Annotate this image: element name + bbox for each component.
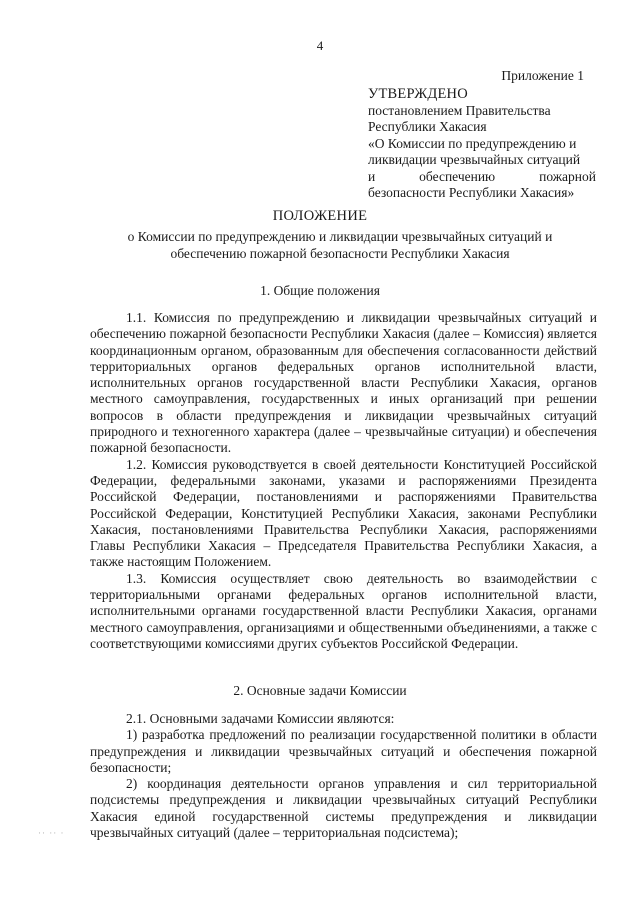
section-general-body — [90, 310, 597, 652]
document-subtitle — [90, 228, 590, 262]
approval-line: Республики Хакасия — [368, 119, 487, 134]
approval-heading: УТВЕРЖДЕНО — [368, 86, 468, 102]
approval-line: безопасности Республики Хакасия» — [368, 185, 575, 200]
paragraph: 1.1. Комиссия по предупреждению и ликвидации чрезвычайных ситуаций и обеспечению пожарной безопасности Республики Хакасия (далее – Комиссия) является координационным органом, образованным для обеспечения согласованности действий территориальных органов федеральных органов исполнительной власти, исполнительных органов государственной власти Республики Хакасия, органов местного самоуправления, государственных и иных организаций при решении вопросов в области предупреждения и ликвидации чрезвычайных ситуаций природного и техногенного характера (далее – чрезвычайные ситуации) и обеспечения пожарной безопасности. — [90, 310, 597, 456]
approval-block — [368, 86, 596, 202]
paragraph: 2) координация деятельности органов управления и сил территориальной подсистемы предупреждения и ликвидации чрезвычайных ситуаций Республики Хакасия единой государственной системы предупреждения и ликвидации чрезвычайных ситуаций (далее – территориальная подсистема); — [90, 776, 597, 841]
paragraph: 1) разработка предложений по реализации государственной политики в области предупреждения и ликвидации чрезвычайных ситуаций и обеспечения пожарной безопасности; — [90, 727, 597, 775]
approval-line: постановлением Правительства — [368, 102, 551, 118]
subtitle-line: о Комиссии по предупреждению и ликвидации чрезвычайных ситуаций и — [127, 229, 553, 244]
subtitle-line: обеспечению пожарной безопасности Республики Хакасия — [170, 246, 510, 261]
appendix-label: Приложение 1 — [501, 68, 584, 83]
approval-line: ликвидации чрезвычайных ситуаций — [368, 152, 581, 167]
section-tasks-body — [90, 711, 597, 841]
paragraph: 1.2. Комиссия руководствуется в своей деятельности Конституцией Российской Федерации, федеральными законами, указами и распоряжениями Президента Российской Федерации, постановлениями и распоряжениями Правительства Российской Федерации, Конституцией Республики Хакасия, законами Республики Хакасия, постановлениями Правительства Республики Хакасия, распоряжениями Главы Республики Хакасия – Председателя Правительства Республики Хакасия, а также настоящим Положением. — [90, 456, 597, 570]
section-heading-tasks: 2. Основные задачи Комиссии — [233, 683, 407, 698]
scan-margin-mark: ·· ·· · — [38, 828, 65, 838]
paragraph: 1.3. Комиссия осуществляет свою деятельность во взаимодействии с территориальными органами федеральных органов исполнительной власти, исполнительными органами государственной власти Республики Хакасия, органами местного самоуправления, организациями и общественными объединениями, а также с соответствующими комиссиями других субъектов Российской Федерации. — [90, 570, 597, 651]
document-title: ПОЛОЖЕНИЕ — [272, 208, 368, 224]
paragraph: 2.1. Основными задачами Комиссии являются: — [126, 711, 395, 726]
section-heading-general: 1. Общие положения — [260, 283, 380, 298]
approval-line: «О Комиссии по предупреждению и — [368, 135, 577, 151]
page-number: 4 — [316, 38, 324, 53]
approval-line: и обеспечению пожарной — [368, 168, 596, 184]
